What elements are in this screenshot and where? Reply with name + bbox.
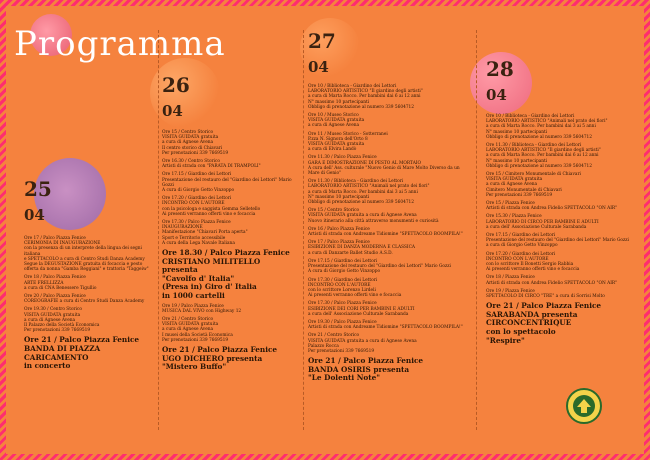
event-line: Ore 19.30 / Centro Storico [24, 307, 82, 313]
event-line: "Cavolfo d' Italia" [162, 273, 235, 283]
event-line: Artisti di strada con Andreame Tidiomine "SPETTACOLO BOOMPILA!" [308, 325, 463, 331]
event-entry [308, 259, 472, 275]
event-entry [308, 155, 472, 176]
date-month: 04 [308, 58, 329, 76]
event-line: con lo spettacolo [486, 327, 556, 337]
event-line: Ore 18 / Piazza Fenice [486, 275, 535, 281]
date-block [486, 56, 636, 108]
column-divider [303, 30, 304, 430]
event-line: Per prenotazioni 339 7669519 [24, 328, 91, 334]
event-entry [486, 289, 636, 299]
event-entry [486, 302, 636, 345]
event-entry [308, 301, 472, 317]
event-entry [308, 357, 472, 383]
event-line: CIRCONCENTRIQUE [486, 318, 572, 328]
date-day: 26 [162, 73, 190, 97]
event-line: COREOGRAFIE a cura di Centro Studi Danza Academy [24, 299, 145, 305]
event-line: A cura della Lega Navale Italiana [162, 240, 235, 246]
event-line: a cura dell' Associazione Culturale Sarabanda [486, 224, 587, 230]
event-line: Ore 21 / Palco Piazza Fenice [486, 301, 602, 311]
event-entry [162, 159, 300, 169]
event-line: Presentazione del restauro del "Giardino dei Lettori" Mario Gozzi [308, 264, 451, 270]
event-line: Presentazione del restauro del "Giardino dei Lettori" Mario Gozzi [486, 238, 629, 244]
event-line: CRISTIANO MILITELLO [162, 256, 261, 266]
event-line: Ore 21 / Palco Piazza Fenice [24, 335, 140, 345]
date-day: 25 [24, 177, 52, 201]
event-entry [486, 233, 636, 249]
date-day: 27 [308, 29, 336, 53]
event-line: Ore 15 / Cimitero Monumentale di Chiavari [486, 172, 581, 178]
event-line: Ore 17.20 / Giardino dei Lettori [486, 251, 556, 257]
event-line: VISITA GUIDATA gratuita [308, 118, 365, 124]
event-line: a cura di Marta Rocco. Per bambini dai 3 ai 5 anni [486, 124, 596, 130]
event-line: Il centro storico di Chiavari [162, 145, 223, 151]
event-entry [24, 336, 154, 370]
event-line: Ai presenti verranno offerti vino e focaccia [162, 211, 256, 217]
lions-club-logo-icon [566, 388, 602, 424]
page-title: Programma [14, 24, 226, 64]
event-entry [162, 196, 300, 217]
event-entry [24, 236, 154, 272]
event-line: BANDA DI PIAZZA CARICAMENTO [24, 344, 101, 362]
event-line: SPETTACOLO DI CIRCO "TRE" a cura di Sorrisi Molto [486, 294, 605, 300]
event-line: Ore 17 / Palco Piazza Fenice [24, 236, 86, 241]
event-entry [308, 278, 472, 299]
event-entry [24, 294, 154, 304]
date-block [24, 176, 154, 228]
event-entry [308, 333, 472, 354]
event-entry [162, 172, 300, 193]
event-line: a cura dell' Associazione Culturale Sarabanda [308, 311, 409, 317]
event-line: Artisti di strada con Andrea Fidelio SPETTACOLO "ON AIR" [486, 280, 618, 286]
event-line: Ore 21 / Centro Storico [308, 333, 360, 339]
event-line: SARABANDA presenta [486, 309, 578, 319]
event-line: Cimitero Monumentale di Chiavari [486, 187, 562, 193]
event-line: Ore 11.30 / Biblioteca - Giardino dei Lettori [308, 179, 404, 185]
event-line: VISITA GUIDATA gratuita [162, 135, 219, 141]
event-line: Ore 17 / Palco Piazza Fenice [308, 240, 370, 246]
event-line: Ore 17.15 / Giardino dei Lettori [486, 233, 556, 239]
event-entry [308, 208, 472, 224]
event-line: CERIMONIA DI INAUGURAZIONE [24, 241, 101, 247]
day-column-26 [162, 72, 300, 375]
event-line: ESIBIZIONE DEI CORI PER BAMBINI E ADULTI [308, 306, 415, 312]
event-entry [308, 179, 472, 205]
date-block [308, 28, 472, 80]
event-line: a cura di Giorgio Getto Vinzoppo [486, 243, 558, 249]
event-line: a cura di Marta Rocco. Per bambini dai 6 ai 12 anni [486, 153, 599, 159]
event-line: Ore 19 / Piazza Fenice [486, 288, 535, 294]
event-line: "Mistero Buffo" [162, 362, 227, 372]
event-line: Ai presenti verranno offerti vino e focaccia [308, 293, 402, 299]
event-line: INCONTRO CON L'AUTORE [308, 282, 371, 288]
event-line: A cura di Giorgio Getto Vinzoppo [308, 269, 381, 275]
event-line: VISITA GUIDATA gratuita [162, 322, 219, 328]
day-column-25 [24, 176, 154, 374]
event-entry [308, 320, 472, 330]
event-line: INAUGURAZIONE [162, 225, 203, 231]
event-line: INCONTRO CON L'AUTORE [486, 256, 549, 262]
event-entry [308, 113, 472, 129]
event-line: Ore 17.30 / Palco Piazza Fenice [162, 220, 231, 226]
date-block [162, 72, 300, 124]
event-line: con lo scrittore Lorenzo Lirdeli [308, 287, 376, 293]
event-line: e SPETTACOLO a cura di Centro Studi Danza Academy [24, 256, 145, 262]
event-list [162, 130, 300, 372]
event-line: A cura di Giorgio Getto Vinzoppo [162, 188, 235, 194]
event-line: a cura di Danzarte Ballet Studio A.S.D. [308, 250, 393, 256]
event-entry [308, 132, 472, 153]
event-line: Per prenotazioni 339 7669519 [486, 192, 553, 198]
event-line: Sport e Territorio accessibile [162, 235, 226, 241]
event-entry [308, 84, 472, 110]
event-line: Ore 19.30 / Palco Piazza Fenice [308, 319, 377, 325]
event-line: Ore 15.30 / Piazza Fenice [486, 214, 542, 220]
event-line: ARTE FRELLIZZA [24, 280, 64, 286]
event-line: BANDA OSIRIS presenta [308, 364, 410, 374]
event-line: Ore 16 / Palco Piazza Fenice [308, 226, 370, 232]
event-line: Ore 21 / Centro Storico [162, 317, 214, 323]
event-line: VISITA GUIDATA gratuita [24, 312, 81, 318]
event-line: Ore 21 / Palco Piazza Fenice [162, 345, 278, 355]
column-divider [476, 30, 477, 430]
event-line: Ore 17.30 / Giardino dei Lettori [308, 277, 378, 283]
event-line: in concerto [24, 361, 71, 371]
event-entry [162, 249, 300, 301]
event-line: Ore 21 / Palco Piazza Fenice [308, 356, 424, 366]
event-line: MUSICA DAL VIVO con Highway 12 [162, 308, 242, 314]
event-line: LABORATORIO DI CIRCO PER BAMBINI E ADULTI [486, 219, 599, 225]
event-line: Obbligo di prenotazione al numero 339 5604712 [486, 134, 593, 140]
event-line: GARA E DIMOSTRAZIONE DI PESTO AL MORTAIO [308, 160, 422, 166]
event-line: Obbligo di prenotazione al numero 339 5604712 [486, 163, 593, 169]
event-line: VISITA GUIDATA gratuita [486, 177, 543, 183]
event-line: Ore 16.30 / Centro Storico [162, 159, 220, 165]
event-line: offerta da nonna "Gamba Reggiani" e trattoria "Taggeiw" [24, 267, 149, 273]
event-entry [162, 317, 300, 343]
event-line: Ore 15 / Piazza Fenice [486, 201, 535, 207]
event-entry [486, 114, 636, 140]
event-line: UGO DICHERO presenta [162, 353, 263, 363]
event-line: Per prenotazioni 339 7669519 [308, 348, 375, 354]
event-line: Ore 11.30 / Palco Piazza Fenice [308, 155, 377, 161]
event-line: INCONTRO CON L'AUTORE [162, 201, 225, 207]
event-line: Presentazione del restauro del "Giardino dei Lettori" Mario Gozzi [162, 177, 292, 188]
event-line: Ore 18 / Palco Piazza Fenice [24, 275, 86, 281]
event-line: Artisti di strada con "PARATA DI TRAMPOLI" [162, 164, 261, 170]
date-month: 04 [24, 206, 45, 224]
event-line: N° massimo 10 partecipanti [308, 194, 370, 200]
event-line: a cura di Agnese Avena [162, 327, 214, 333]
day-column-28 [486, 56, 636, 348]
event-line: presenta [162, 265, 198, 275]
event-line: VISITA GUIDATA gratuita [308, 142, 365, 148]
event-line: N° massimo 10 partecipanti [308, 99, 370, 105]
event-line: Ore 10 / Biblioteca - Giardino dei Lettori [486, 114, 575, 119]
event-line: N° massimo 10 partecipanti [486, 129, 548, 135]
event-line: Nuovo itinerario alla città attraverso monumenti e curiosità [308, 218, 439, 224]
event-entry [486, 275, 636, 285]
event-line: Ore 10 / Biblioteca - Giardino dei Lettori [308, 84, 397, 89]
date-day: 28 [486, 57, 514, 81]
event-entry [162, 304, 300, 314]
event-line: Ore 15 / Centro Storico [308, 208, 360, 214]
event-entry [486, 143, 636, 169]
event-list [24, 236, 154, 371]
event-line: a cura di Marta Rocco. Per bambini dai 3 ai 5 anni [308, 189, 418, 195]
event-list [486, 114, 636, 345]
event-entry [162, 130, 300, 156]
event-line: LABORATORIO ARTISTICO "Il giardino degli artisti" [486, 148, 601, 154]
event-line: Il Palazzo della Società Economica [24, 323, 100, 329]
event-line: con lo scrittore Il Bonetti Sergio Rabbia [486, 262, 574, 268]
event-line: con la presenza di un interprete della lingua dei segni italiana [24, 246, 142, 257]
event-line: LABORATORIO ARTISTICO "Animali nel prato dei fiori" [486, 119, 608, 125]
event-line: Ore 18.30 / Palco Piazza Fenice [162, 248, 290, 258]
event-line: a cura di Agnese Avena [486, 182, 538, 188]
event-line: con la psicologa e saggista Gemma Selletello [162, 206, 261, 212]
event-entry [162, 346, 300, 372]
event-entry [486, 214, 636, 230]
event-line: Ai presenti verranno offerti vino e focaccia [486, 267, 580, 273]
event-line: a cura di Elvira Landò [308, 147, 357, 153]
event-line: A cura dell' Ass. culturale "Nuovo Genio di Mare Molto Diverso da un Mare di Genio" [308, 165, 460, 177]
event-line: I musei della Società Economica [162, 332, 233, 338]
column-divider [158, 30, 159, 430]
event-entry [24, 307, 154, 333]
event-line: a cura di Marta Rocco. Per bambini dai 6 ai 12 anni [308, 94, 421, 100]
event-line: "Respire" [486, 335, 525, 345]
event-line: Obbligo di prenotazione al numero 339 5604712 [308, 200, 415, 206]
event-line: a cura di CNA Benessere Tigullio [24, 285, 97, 291]
event-line: ESIBIZIONE DI DANZA MODERNA E CLASSICA [308, 245, 415, 251]
event-line: Ore 19 / Palco Piazza Fenice [162, 303, 224, 309]
event-line: Ore 17.15 / Giardino dei Lettori [308, 258, 378, 264]
event-line: Ore 11.30 / Biblioteca - Giardino dei Lettori [486, 143, 582, 149]
event-line: (Presa in) Giro d' Italia [162, 282, 257, 292]
event-line: Obbligo di prenotazione al numero 339 5604712 [308, 104, 415, 110]
event-line: P.zza N. Signora dell'Orto 8 [308, 136, 368, 142]
event-line: LABORATORIO ARTISTICO "Il giardino degli artisti" [308, 89, 423, 95]
event-line: Per prenotazioni 339 7669519 [162, 150, 229, 156]
event-line: Artisti di strada con Andrea Fidelio SPETTACOLO "ON AIR" [486, 206, 618, 212]
event-line: Ore 17.30 / Palco Piazza Fenice [308, 301, 377, 307]
event-line: Ore 10 / Museo Storico [308, 113, 359, 119]
event-line: Ore 17.20 / Giardino dei Lettori [162, 196, 232, 202]
event-line: LABORATORIO ARTISTICO "Animali nel prato dei fiori" [308, 184, 430, 190]
event-line: a cura di Agnese Avena [24, 317, 76, 323]
event-line: a cura di Agnese Avena [308, 123, 360, 129]
event-entry [308, 227, 472, 237]
event-line: in 1000 cartelli [162, 291, 225, 301]
event-line: a cura di Agnese Avena [162, 140, 214, 146]
event-line: Ore 11 / Museo Storico - Sotterranei [308, 131, 388, 137]
event-line: VISITA GUIDATA gratuita a cura di Agnese Avena [308, 213, 417, 219]
date-month: 04 [162, 102, 183, 120]
event-line: Per prenotazioni 339 7669519 [162, 337, 229, 343]
event-line: Palazzo Rocca [308, 343, 339, 349]
event-entry [24, 275, 154, 291]
event-line: Ore 15 / Centro Storico [162, 130, 214, 135]
day-column-27 [308, 28, 472, 386]
event-list [308, 84, 472, 383]
event-line: Manifestazione "Chiavari Porta aperta" [162, 230, 248, 236]
event-entry [308, 240, 472, 256]
event-line: Ore 17.15 / Giardino dei Lettori [162, 172, 232, 178]
event-line: VISITA GUIDATA gratuita a cura di Agnese Avena [308, 338, 417, 344]
event-line: "Le Dolenti Note" [308, 373, 381, 383]
event-entry [486, 252, 636, 273]
event-line: N° massimo 10 partecipanti [486, 158, 548, 164]
event-line: Segue la DEGUSTAZIONE gratuita di focaccia e pesto [24, 262, 143, 268]
event-line: Ore 20 / Palco Piazza Fenice [24, 294, 86, 300]
event-entry [486, 172, 636, 198]
event-entry [486, 201, 636, 211]
date-month: 04 [486, 86, 507, 104]
event-line: Artisti di strada con Andreame Tidiomine "SPETTACOLO BOOMPILA!" [308, 232, 463, 238]
event-entry [162, 220, 300, 246]
